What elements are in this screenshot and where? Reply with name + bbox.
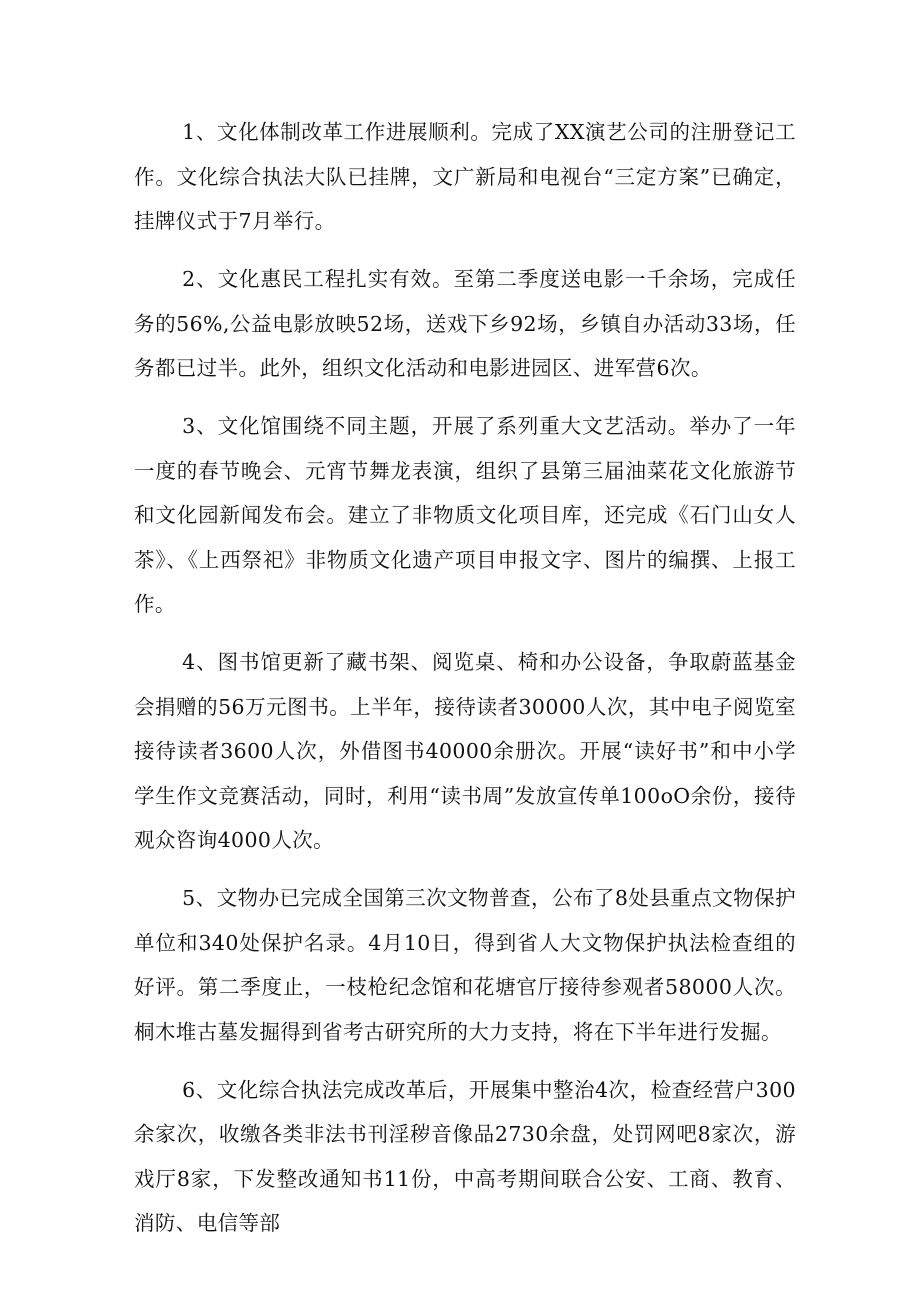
paragraph-4: 4、图书馆更新了藏书架、阅览桌、椅和办公设备，争取蔚蓝基金会捐赠的56万元图书。上半年，接待读者30000人次，其中电子阅览室接待读者3600人次，外借图书40000余册次。开展“读好书”和中小学学生作文竞赛活动，同时，利用“读书周”发放宣传单100oO余份，接待观众咨询4000人次。 (134, 650, 796, 852)
paragraph-3: 3、文化馆围绕不同主题，开展了系列重大文艺活动。举办了一年一度的春节晚会、元宵节舞龙表演，组织了县第三届油菜花文化旅游节和文化园新闻发布会。建立了非物质文化项目库，还完成《石门山女人茶》、《上西祭祀》非物质文化遗产项目申报文字、图片的编撰、上报工作。 (134, 414, 796, 616)
paragraph-6: 6、文化综合执法完成改革后，开展集中整治4次，检查经营户300余家次，收缴各类非法书刊淫秽音像品2730余盘，处罚网吧8家次，游戏厅8家，下发整改通知书11份，中高考期间联合公安、工商、教育、消防、电信等部 (134, 1077, 796, 1235)
paragraph-5: 5、文物办已完成全国第三次文物普查，公布了8处县重点文物保护单位和340处保护名录。4月10日，得到省人大文物保护执法检查组的好评。第二季度止，一枝枪纪念馆和花塘官厅接待参观者58000人次。桐木堆古墓发掘得到省考古研究所的大力支持，将在下半年进行发掘。 (134, 886, 796, 1044)
paragraph-2: 2、文化惠民工程扎实有效。至第二季度送电影一千余场，完成任务的56%,公益电影放映52场，送戏下乡92场，乡镇自办活动33场，任务都已过半。此外，组织文化活动和电影进园区、进军营6次。 (134, 267, 796, 380)
document-body (134, 110, 796, 1259)
paragraph-1: 1、文化体制改革工作进展顺利。完成了XX演艺公司的注册登记工作。文化综合执法大队已挂牌，文广新局和电视台“三定方案”已确定，挂牌仪式于7月举行。 (134, 120, 796, 233)
